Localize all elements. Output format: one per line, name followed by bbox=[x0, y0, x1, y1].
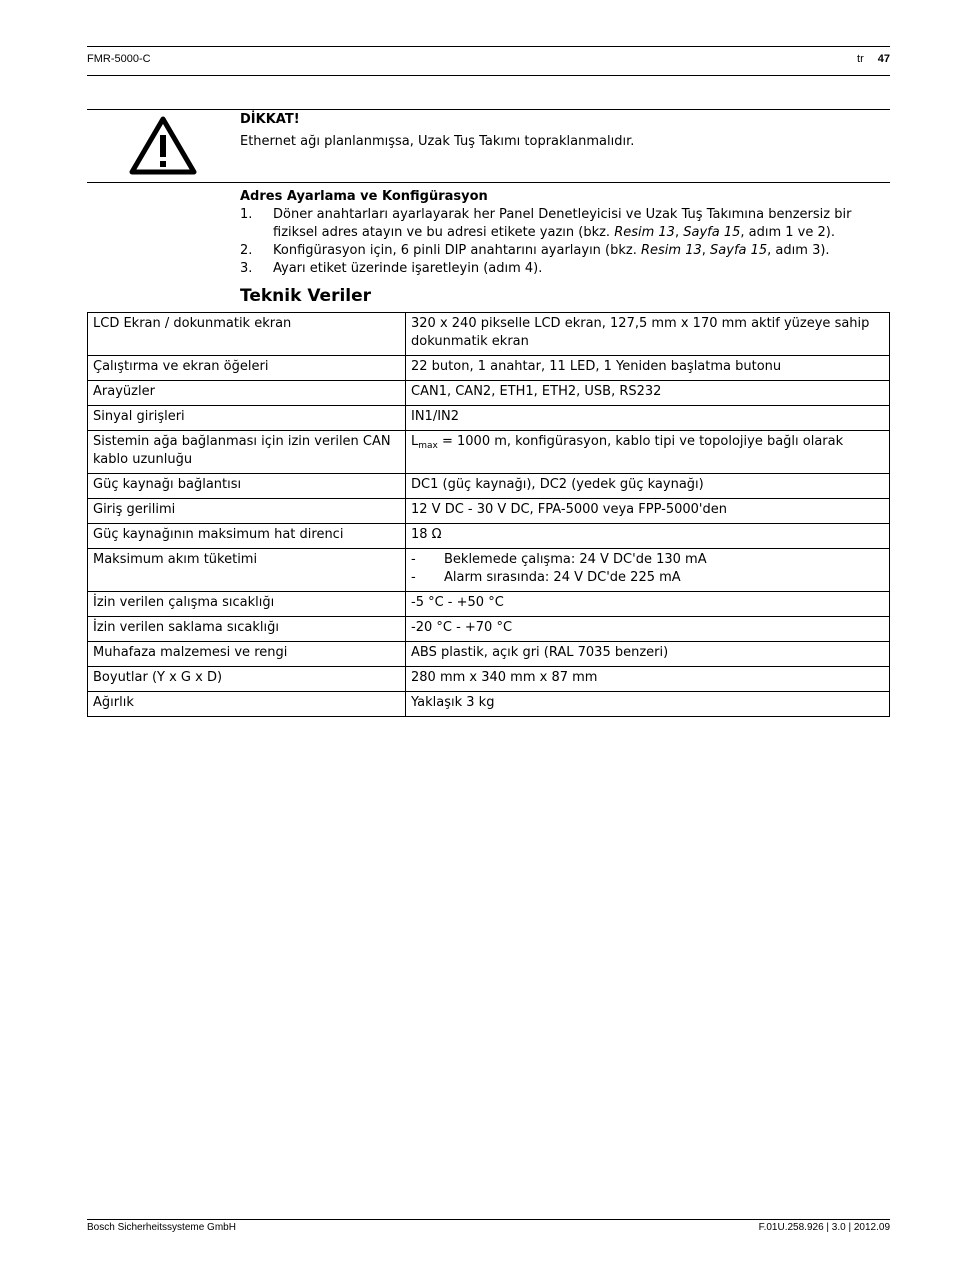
spec-value bbox=[406, 549, 890, 592]
warning-triangle-icon bbox=[129, 115, 197, 175]
spec-label: Sistemin ağa bağlanması için izin verilen CAN kablo uzunluğu bbox=[88, 431, 406, 474]
spec-value: DC1 (güç kaynağı), DC2 (yedek güç kaynağı) bbox=[406, 474, 890, 499]
step-text-end: , adım 3). bbox=[767, 243, 830, 258]
caution-notice bbox=[87, 109, 890, 183]
list-item bbox=[240, 242, 890, 260]
subscript: max bbox=[418, 441, 438, 451]
page-header bbox=[87, 46, 890, 76]
step-number: 2. bbox=[240, 243, 253, 258]
spec-label: LCD Ekran / dokunmatik ekran bbox=[88, 313, 406, 356]
spec-value: 280 mm x 340 mm x 87 mm bbox=[406, 667, 890, 692]
steps-list bbox=[240, 206, 890, 278]
page-ref: Sayfa 15 bbox=[683, 225, 741, 240]
section-heading: Adres Ayarlama ve Konfigürasyon bbox=[240, 189, 488, 204]
spec-label: Maksimum akım tüketimi bbox=[88, 549, 406, 592]
step-text: Ayarı etiket üzerinde işaretleyin (adım 4). bbox=[273, 261, 543, 276]
spec-label: Boyutlar (Y x G x D) bbox=[88, 667, 406, 692]
list-item bbox=[240, 206, 890, 242]
spec-label: Arayüzler bbox=[88, 381, 406, 406]
table-row bbox=[88, 549, 890, 592]
tech-heading: Teknik Veriler bbox=[240, 286, 372, 306]
bullet-text: Beklemede çalışma: 24 V DC'de 130 mA bbox=[444, 552, 707, 567]
footer-doc-info: F.01U.258.926 | 3.0 | 2012.09 bbox=[758, 1222, 890, 1233]
specs-table bbox=[87, 312, 890, 717]
spec-value: -5 °C - +50 °C bbox=[406, 592, 890, 617]
step-number: 3. bbox=[240, 261, 253, 276]
value-text: = 1000 m, konfigürasyon, kablo tipi ve topolojiye bağlı olarak bbox=[437, 434, 844, 449]
table-row bbox=[88, 313, 890, 356]
bullet-dash: - bbox=[411, 570, 416, 585]
header-right bbox=[857, 53, 890, 65]
notice-title: DİKKAT! bbox=[240, 112, 300, 127]
table-row bbox=[88, 381, 890, 406]
step-text-end: , adım 1 ve 2). bbox=[740, 225, 835, 240]
table-row bbox=[88, 474, 890, 499]
list-item bbox=[411, 569, 884, 587]
spec-value: 320 x 240 pikselle LCD ekran, 127,5 mm x 170 mm aktif yüzeye sahip dokunmatik ekran bbox=[406, 313, 890, 356]
table-row bbox=[88, 667, 890, 692]
step-number: 1. bbox=[240, 207, 253, 222]
symbol: L bbox=[411, 434, 419, 449]
separator: , bbox=[674, 225, 684, 240]
spec-label: Muhafaza malzemesi ve rengi bbox=[88, 642, 406, 667]
step-text: Konfigürasyon için, 6 pinli DIP anahtarını ayarlayın (bkz. bbox=[273, 243, 641, 258]
page-footer bbox=[87, 1219, 890, 1236]
spec-value bbox=[406, 431, 890, 474]
spec-value: Yaklaşık 3 kg bbox=[406, 692, 890, 717]
spec-label: Güç kaynağının maksimum hat direnci bbox=[88, 524, 406, 549]
list-item bbox=[411, 551, 884, 569]
list-item bbox=[240, 260, 890, 278]
figure-ref: Resim 13 bbox=[614, 225, 675, 240]
table-row bbox=[88, 431, 890, 474]
spec-value: ABS plastik, açık gri (RAL 7035 benzeri) bbox=[406, 642, 890, 667]
figure-ref: Resim 13 bbox=[641, 243, 702, 258]
spec-value: 18 Ω bbox=[406, 524, 890, 549]
notice-text: Ethernet ağı planlanmışsa, Uzak Tuş Takımı topraklanmalıdır. bbox=[240, 134, 635, 149]
spec-label: Giriş gerilimi bbox=[88, 499, 406, 524]
table-row bbox=[88, 524, 890, 549]
spec-label: Sinyal girişleri bbox=[88, 406, 406, 431]
spec-label: Güç kaynağı bağlantısı bbox=[88, 474, 406, 499]
bullet-text: Alarm sırasında: 24 V DC'de 225 mA bbox=[444, 570, 681, 585]
spec-label: Çalıştırma ve ekran öğeleri bbox=[88, 356, 406, 381]
table-row bbox=[88, 642, 890, 667]
table-row bbox=[88, 499, 890, 524]
table-row bbox=[88, 406, 890, 431]
spec-value: CAN1, CAN2, ETH1, ETH2, USB, RS232 bbox=[406, 381, 890, 406]
page-number: 47 bbox=[877, 53, 890, 65]
spec-label: Ağırlık bbox=[88, 692, 406, 717]
separator: , bbox=[701, 243, 711, 258]
table-row bbox=[88, 592, 890, 617]
step-text: Döner anahtarları ayarlayarak her Panel Denetleyicisi ve Uzak Tuş Takımına benzersiz bir fiziksel adres atayın ve bu adresi etikete yazın (bkz. bbox=[273, 207, 852, 240]
language-code: tr bbox=[857, 53, 864, 65]
doc-id: FMR-5000-C bbox=[87, 53, 151, 65]
page-ref: Sayfa 15 bbox=[710, 243, 768, 258]
table-row bbox=[88, 617, 890, 642]
spec-label: İzin verilen çalışma sıcaklığı bbox=[88, 592, 406, 617]
spec-label: İzin verilen saklama sıcaklığı bbox=[88, 617, 406, 642]
spec-value: -20 °C - +70 °C bbox=[406, 617, 890, 642]
spec-value: IN1/IN2 bbox=[406, 406, 890, 431]
bullet-dash: - bbox=[411, 552, 416, 567]
spec-value: 22 buton, 1 anahtar, 11 LED, 1 Yeniden başlatma butonu bbox=[406, 356, 890, 381]
spec-value: 12 V DC - 30 V DC, FPA-5000 veya FPP-5000'den bbox=[406, 499, 890, 524]
footer-company: Bosch Sicherheitssysteme GmbH bbox=[87, 1222, 236, 1233]
table-row bbox=[88, 692, 890, 717]
table-row bbox=[88, 356, 890, 381]
